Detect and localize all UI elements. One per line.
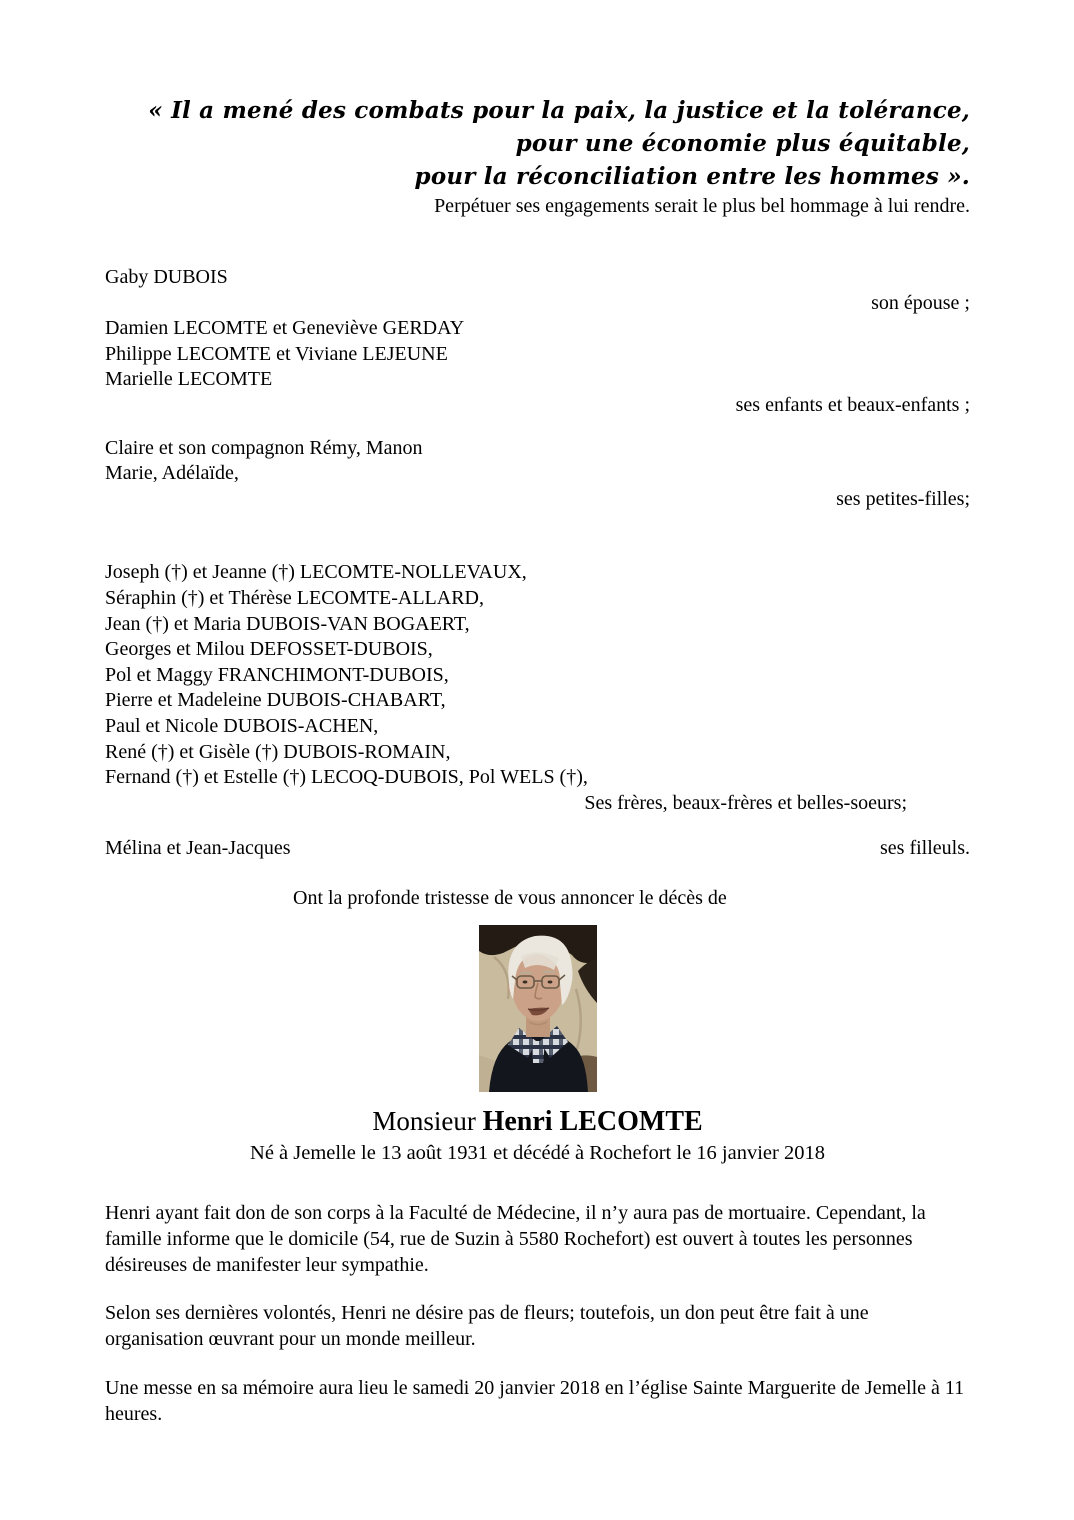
deceased-name: Henri LECOMTE [482,1106,703,1138]
family-name: Séraphin (†) et Thérèse LECOMTE-ALLARD, [105,586,484,609]
family-name: Marielle LECOMTE [105,368,273,391]
family-name: Georges et Milou DEFOSSET-DUBOIS, [105,638,433,661]
deceased-heading [105,1103,970,1140]
paragraph-mass: Une messe en sa mémoire aura lieu le samedi 20 janvier 2018 en l’église Sainte Marguerite de Jemelle à 11 heures. [105,1377,965,1426]
family-name: Philippe LECOMTE et Viviane LEJEUNE [105,342,448,365]
announcement-line: Ont la profonde tristesse de vous annoncer le décès de [293,886,727,909]
photo-shirt-chest [531,1041,545,1063]
family-name: René (†) et Gisèle (†) DUBOIS-ROMAIN, [105,740,451,763]
paragraph-no-flowers: Selon ses dernières volontés, Henri ne désire pas de fleurs; toutefois, un don peut être fait à une organisation œuvrant pour un monde meilleur. [105,1302,869,1350]
family-name: Mélina et Jean-Jacques [105,837,291,860]
group-siblings [105,560,970,816]
family-name: Fernand (†) et Estelle (†) LECOQ-DUBOIS, Pol WELS (†), [105,766,588,789]
portrait-photo-svg [479,925,597,1092]
life-dates: Né à Jemelle le 13 août 1931 et décédé à Rochefort le 16 janvier 2018 [250,1142,825,1165]
relation-label: Ses frères, beaux-frères et belles-soeurs; [584,791,907,814]
relation-label: ses filleuls. [880,837,970,860]
family-name: Damien LECOMTE et Geneviève GERDAY [105,317,465,340]
group-spouse [105,265,970,316]
memorial-quote [105,94,970,219]
paragraph-body-donation: Henri ayant fait don de son corps à la Faculté de Médecine, il n’y aura pas de mortuaire. Cependant, la famille informe que le domicile (54, rue de Suzin à 5580 Rochefort) est ouvert à toutes les personnes désireuses de manifester leur sympathie. [105,1202,926,1276]
group-granddaughters [105,436,970,513]
photo-eye-right [547,981,552,984]
relation-label: son épouse ; [871,291,970,314]
family-name: Joseph (†) et Jeanne (†) LECOMTE-NOLLEVAUX, [105,561,527,584]
deceased-title: Monsieur [372,1106,476,1137]
tribute-line: Perpétuer ses engagements serait le plus bel hommage à lui rendre. [434,195,970,217]
group-children [105,316,970,418]
family-name: Gaby DUBOIS [105,266,228,288]
relation-label: ses enfants et beaux-enfants ; [735,393,970,416]
quote-line-2: pour la réconciliation entre les hommes ». [414,163,970,190]
portrait-photo [479,925,597,1092]
family-name: Pierre et Madeleine DUBOIS-CHABART, [105,689,446,712]
group-godchildren [105,836,970,862]
family-name: Jean (†) et Maria DUBOIS-VAN BOGAERT, [105,612,470,635]
family-name: Marie, Adélaïde, [105,462,239,485]
relation-label: ses petites-filles; [836,487,970,510]
family-name: Claire et son compagnon Rémy, Manon [105,436,423,459]
photo-eye-left [522,981,527,984]
quote-line-1: « Il a mené des combats pour la paix, la justice et la tolérance, pour une économie plus équitable, [148,97,970,157]
family-name: Paul et Nicole DUBOIS-ACHEN, [105,714,379,737]
family-name: Pol et Maggy FRANCHIMONT-DUBOIS, [105,663,449,686]
